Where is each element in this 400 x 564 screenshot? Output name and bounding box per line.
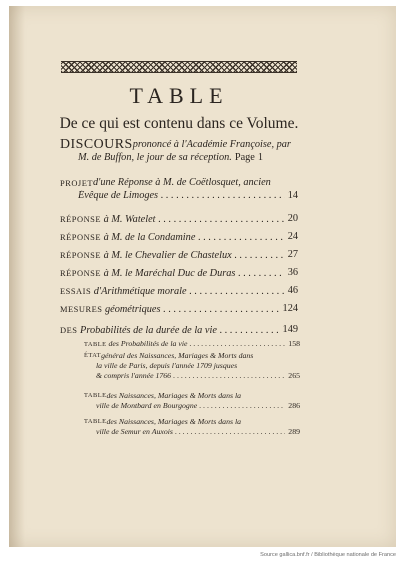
entry-page: 20 [287, 213, 298, 224]
entry-text: à M. le Chevalier de Chastelux [101, 250, 232, 261]
entry-page: 36 [287, 267, 298, 278]
subentry-page: 265 [288, 371, 300, 380]
source-credit: Source gallica.bnf.fr / Bibliothèque nationale de France [260, 552, 396, 558]
toc-entry-reponse-watelet [60, 213, 298, 227]
entry-lead: MESURES [60, 304, 103, 314]
toc-entry-reponse-condamine [60, 231, 298, 245]
book-page [9, 6, 396, 547]
entry-page: 124 [282, 303, 298, 314]
entry-page: 24 [287, 231, 298, 242]
entry-lead: DISCOURS [60, 137, 133, 152]
subentry-text: général des Naissances, Mariages & Morts dans [101, 351, 254, 360]
entry-lead: RÉPONSE [60, 268, 102, 278]
entry-text: géométriques [102, 304, 161, 315]
entry-text: prononcé à l'Académie Françoise, par [132, 139, 291, 150]
toc-entry-probabilites [60, 324, 298, 338]
page-title: TABLE [129, 83, 229, 108]
entry-page: 27 [287, 249, 298, 260]
entry-text: d'une Réponse à M. de Coëtlosquet, ancien [93, 177, 271, 188]
subentry-lead: TABLE [84, 341, 107, 348]
entry-text: Probabilités de la durée de la vie [77, 325, 217, 336]
subentry-text-cont: ville de Montbard en Bourgogne . . . [96, 401, 285, 411]
subentry-text-cont: la ville de Paris, depuis l'année 1709 jusques [96, 361, 238, 370]
subentry-lead: ÉTAT [84, 352, 102, 359]
subentry-text: des Probabilités de la vie [106, 339, 188, 348]
subentry-page: 289 [288, 427, 300, 436]
entry-text: à M. de la Condamine [101, 232, 196, 243]
entry-text: d'Arithmétique morale [91, 286, 187, 297]
entry-text-cont: Évêque de Limoges . . . [78, 190, 285, 203]
subentry-text-cont: & compris l'année 1766 . . . [96, 371, 285, 381]
entry-lead: RÉPONSE [60, 232, 102, 242]
entry-lead: ESSAIS [60, 286, 92, 296]
subentry-text-cont: ville de Semur en Auxois . . . [96, 427, 285, 437]
entry-page-prefix: Page [234, 151, 255, 163]
subentry-page: 158 [288, 339, 300, 348]
entry-lead: RÉPONSE [60, 250, 102, 260]
toc-subentry-table-semur [84, 417, 300, 437]
subentry-lead: TABLE [84, 418, 107, 425]
entry-lead: RÉPONSE [60, 214, 102, 224]
toc-entry-essais [60, 285, 298, 299]
entry-text-cont: M. de Buffon, le jour de sa réception. [78, 151, 232, 163]
toc-entry-reponse-chastelux [60, 249, 298, 263]
toc-subentry-table-probabilites [84, 339, 300, 350]
entry-page: 46 [287, 285, 298, 296]
toc-subentry-table-montbard [84, 391, 300, 411]
subentry-page: 286 [288, 401, 300, 410]
page-subtitle: De ce qui est contenu dans ce Volume. [59, 115, 299, 132]
toc-subentry-etat-paris [84, 351, 300, 381]
toc-entry-discours [60, 139, 298, 164]
ornamental-headband [61, 61, 297, 73]
entry-page: 1 [257, 151, 264, 163]
entry-page: 149 [282, 324, 298, 335]
entry-page: 14 [287, 189, 298, 201]
entry-lead: DES [60, 325, 78, 335]
toc-entry-mesures [60, 303, 298, 317]
subentry-text: des Naissances, Mariages & Morts dans la [106, 391, 242, 400]
subentry-lead: TABLE [84, 392, 107, 399]
entry-lead: PROJET [60, 178, 94, 188]
toc-entry-reponse-duras [60, 267, 298, 281]
toc-entry-projet [60, 177, 298, 202]
entry-text: à M. le Maréchal Duc de Duras [101, 268, 236, 279]
entry-text: à M. Watelet [101, 214, 156, 225]
subentry-text: des Naissances, Mariages & Morts dans la [106, 417, 242, 426]
